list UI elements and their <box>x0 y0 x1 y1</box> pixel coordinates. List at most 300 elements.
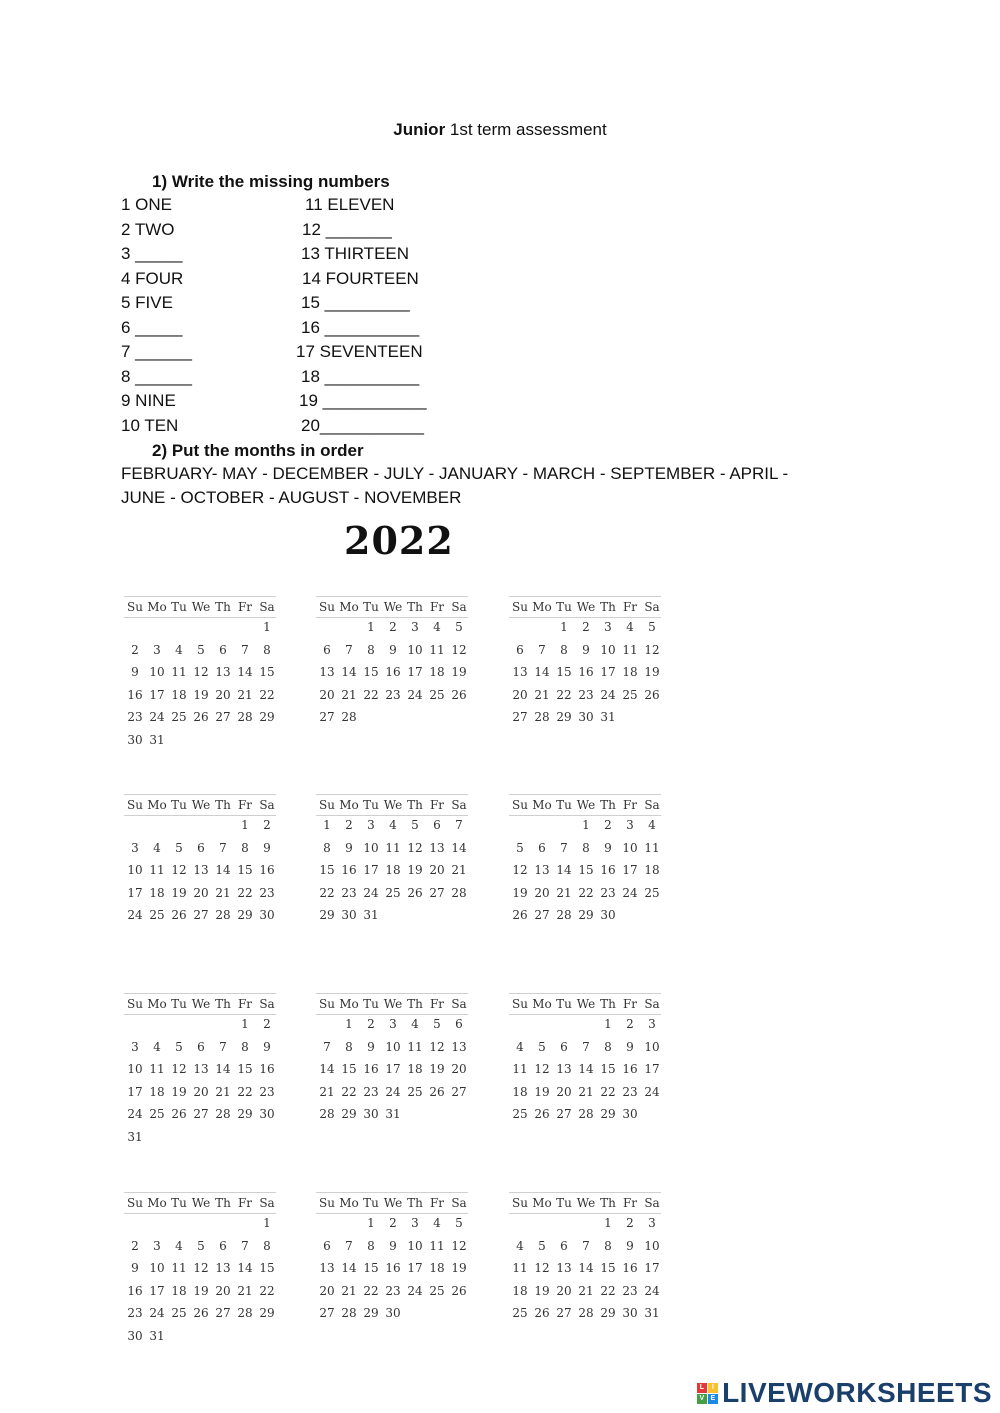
weekday-label: Tu <box>556 600 572 614</box>
day-cell: 17 <box>149 1283 165 1298</box>
day-cell: 7 <box>345 1238 353 1253</box>
day-cell: 25 <box>429 1283 445 1298</box>
day-cell: 19 <box>407 863 423 878</box>
month-calendar <box>316 596 468 776</box>
day-cell: 12 <box>451 1238 467 1253</box>
day-cell: 18 <box>622 665 638 680</box>
weekday-label: Th <box>600 997 616 1011</box>
weekday-label: Tu <box>363 600 379 614</box>
day-cell: 30 <box>622 1306 638 1321</box>
weekday-label: We <box>191 1196 211 1210</box>
day-cell: 18 <box>171 1283 187 1298</box>
weekday-label: Su <box>319 997 335 1011</box>
day-cell: 4 <box>433 1216 441 1230</box>
day-cell: 2 <box>604 818 612 832</box>
empty-cell <box>509 1017 531 1040</box>
day-cell: 17 <box>363 863 379 878</box>
day-cell: 1 <box>604 1017 612 1031</box>
day-cell: 24 <box>600 687 616 702</box>
logo-text: LIVEWORKSHEETS <box>722 1377 992 1408</box>
weekday-label: Mo <box>147 798 167 812</box>
day-cell: 24 <box>363 885 379 900</box>
day-cell: 5 <box>516 840 524 855</box>
empty-cell <box>124 1017 146 1040</box>
empty-cell <box>146 1216 168 1239</box>
day-cell: 25 <box>171 710 187 725</box>
day-cell: 6 <box>516 642 524 657</box>
weekday-label: We <box>383 1196 403 1210</box>
day-cell: 13 <box>319 665 335 680</box>
weekday-header <box>124 993 276 1015</box>
page-title <box>0 120 1000 140</box>
weekday-label: Sa <box>451 798 467 812</box>
weekday-label: Th <box>215 1196 231 1210</box>
day-cell: 21 <box>215 1084 231 1099</box>
day-cell: 9 <box>626 1039 634 1054</box>
day-cell: 25 <box>512 1107 528 1122</box>
weekday-label: Fr <box>429 600 445 614</box>
day-cell: 19 <box>644 665 660 680</box>
weekday-label: Fr <box>237 798 253 812</box>
day-cell: 22 <box>363 1283 379 1298</box>
day-cell: 2 <box>131 642 139 657</box>
day-grid <box>124 1017 276 1153</box>
day-cell: 27 <box>512 710 528 725</box>
empty-cell <box>146 620 168 643</box>
month-calendar <box>509 993 661 1173</box>
day-cell: 15 <box>237 863 253 878</box>
month-calendar <box>124 794 276 974</box>
weekday-label: Fr <box>622 1196 638 1210</box>
day-cell: 28 <box>237 1306 253 1321</box>
weekday-label: Fr <box>429 798 445 812</box>
day-cell: 17 <box>644 1062 660 1077</box>
day-cell: 16 <box>600 863 616 878</box>
number-line-10: 10 TEN <box>121 415 179 435</box>
logo-mark-tile: L <box>697 1383 707 1393</box>
weekday-label: Fr <box>237 600 253 614</box>
day-cell: 2 <box>626 1216 634 1230</box>
month-calendar <box>124 596 276 776</box>
day-cell: 4 <box>389 818 397 832</box>
weekday-label: Su <box>127 997 143 1011</box>
day-cell: 26 <box>171 908 187 923</box>
day-cell: 18 <box>407 1062 423 1077</box>
day-cell: 16 <box>127 1283 143 1298</box>
day-cell: 20 <box>193 1084 209 1099</box>
day-cell: 4 <box>626 620 634 634</box>
day-cell: 14 <box>578 1062 594 1077</box>
day-cell: 24 <box>127 908 143 923</box>
day-cell: 17 <box>127 1084 143 1099</box>
day-cell: 26 <box>644 687 660 702</box>
day-cell: 9 <box>345 840 353 855</box>
day-cell: 9 <box>131 1261 139 1276</box>
day-cell: 6 <box>560 1238 568 1253</box>
day-cell: 12 <box>407 840 423 855</box>
weekday-label: Fr <box>429 997 445 1011</box>
empty-cell <box>316 1017 338 1040</box>
weekday-label: Su <box>512 600 528 614</box>
day-cell: 18 <box>429 1261 445 1276</box>
day-cell: 5 <box>433 1017 441 1031</box>
empty-cell <box>124 1216 146 1239</box>
number-line-6: 16 __________ <box>301 317 420 337</box>
day-cell: 20 <box>319 1283 335 1298</box>
empty-cell <box>316 620 338 643</box>
day-cell: 18 <box>171 687 187 702</box>
weekday-label: Su <box>512 1196 528 1210</box>
weekday-label: Tu <box>556 798 572 812</box>
number-line-7: 7 ______ <box>121 342 192 361</box>
weekday-label: Sa <box>451 1196 467 1210</box>
month-calendar <box>316 794 468 974</box>
day-cell: 10 <box>600 642 616 657</box>
day-cell: 22 <box>600 1283 616 1298</box>
day-cell: 31 <box>644 1306 660 1321</box>
day-cell: 12 <box>512 863 528 878</box>
day-cell: 12 <box>534 1261 550 1276</box>
weekday-header <box>124 596 276 618</box>
day-cell: 23 <box>600 885 616 900</box>
day-cell: 5 <box>455 1216 463 1230</box>
number-line-6: 6 _____ <box>121 317 183 337</box>
day-cell: 26 <box>171 1107 187 1122</box>
day-cell: 18 <box>644 863 660 878</box>
day-cell: 28 <box>578 1107 594 1122</box>
day-cell: 24 <box>407 687 423 702</box>
weekday-header <box>316 596 468 618</box>
weekday-label: Su <box>127 798 143 812</box>
day-cell: 3 <box>131 840 139 855</box>
weekday-label: Fr <box>622 798 638 812</box>
day-cell: 5 <box>538 1039 546 1054</box>
number-line-3: 13 THIRTEEN <box>301 244 410 263</box>
day-cell: 29 <box>600 1107 616 1122</box>
weekday-label: We <box>576 600 596 614</box>
day-cell: 6 <box>219 1238 227 1253</box>
day-cell: 3 <box>131 1039 139 1054</box>
day-cell: 10 <box>363 840 379 855</box>
number-line-5: 5 FIVE <box>121 293 173 312</box>
weekday-label: Tu <box>363 1196 379 1210</box>
weekday-label: Mo <box>339 1196 359 1210</box>
day-grid <box>509 620 661 733</box>
day-cell: 8 <box>345 1039 353 1054</box>
month-calendar <box>509 1192 661 1372</box>
day-cell: 6 <box>197 840 205 855</box>
weekday-label: Mo <box>339 600 359 614</box>
day-cell: 13 <box>556 1261 572 1276</box>
weekday-label: We <box>576 997 596 1011</box>
weekday-label: Th <box>407 798 423 812</box>
weekday-label: Tu <box>363 997 379 1011</box>
day-cell: 27 <box>429 885 445 900</box>
day-cell: 20 <box>451 1062 467 1077</box>
weekday-label: Th <box>600 798 616 812</box>
empty-cell <box>509 818 531 841</box>
day-cell: 4 <box>175 642 183 657</box>
day-cell: 26 <box>193 710 209 725</box>
day-cell: 16 <box>363 1062 379 1077</box>
number-line-7: 17 SEVENTEEN <box>296 342 423 361</box>
day-cell: 10 <box>149 1261 165 1276</box>
logo-mark-tile: E <box>708 1394 718 1404</box>
day-cell: 26 <box>407 885 423 900</box>
day-cell: 21 <box>319 1084 335 1099</box>
day-cell: 5 <box>197 1238 205 1253</box>
day-cell: 8 <box>263 642 271 657</box>
day-cell: 16 <box>578 665 594 680</box>
number-line-1: 11 ELEVEN <box>305 195 395 214</box>
day-cell: 9 <box>582 642 590 657</box>
day-cell: 15 <box>578 863 594 878</box>
day-cell: 28 <box>237 710 253 725</box>
empty-cell <box>531 1017 553 1040</box>
day-cell: 9 <box>263 1039 271 1054</box>
day-cell: 14 <box>341 665 357 680</box>
day-cell: 14 <box>237 665 253 680</box>
weekday-label: Tu <box>171 997 187 1011</box>
day-cell: 1 <box>367 1216 375 1230</box>
weekday-label: Su <box>127 1196 143 1210</box>
day-cell: 20 <box>556 1084 572 1099</box>
day-cell: 19 <box>171 1084 187 1099</box>
day-cell: 1 <box>604 1216 612 1230</box>
day-cell: 25 <box>512 1306 528 1321</box>
day-cell: 29 <box>237 1107 253 1122</box>
day-cell: 3 <box>389 1017 397 1031</box>
day-grid <box>124 818 276 931</box>
day-cell: 15 <box>237 1062 253 1077</box>
day-cell: 1 <box>241 1017 249 1031</box>
day-cell: 30 <box>259 908 275 923</box>
day-cell: 29 <box>363 1306 379 1321</box>
weekday-label: Fr <box>237 997 253 1011</box>
day-cell: 7 <box>538 642 546 657</box>
day-cell: 23 <box>259 1084 275 1099</box>
empty-cell <box>190 1216 212 1239</box>
day-cell: 3 <box>153 642 161 657</box>
weekday-header <box>316 1192 468 1214</box>
day-cell: 17 <box>149 687 165 702</box>
day-cell: 30 <box>363 1107 379 1122</box>
day-cell: 7 <box>219 840 227 855</box>
day-cell: 3 <box>411 620 419 634</box>
empty-cell <box>168 620 190 643</box>
day-cell: 28 <box>341 1306 357 1321</box>
day-cell: 5 <box>538 1238 546 1253</box>
day-cell: 25 <box>622 687 638 702</box>
weekday-label: We <box>191 798 211 812</box>
day-cell: 22 <box>600 1084 616 1099</box>
weekday-label: Sa <box>259 997 275 1011</box>
weekday-label: Mo <box>532 798 552 812</box>
day-cell: 8 <box>241 1039 249 1054</box>
day-cell: 10 <box>644 1039 660 1054</box>
day-cell: 24 <box>385 1084 401 1099</box>
day-cell: 20 <box>215 1283 231 1298</box>
empty-cell <box>553 818 575 841</box>
day-cell: 24 <box>149 710 165 725</box>
day-cell: 30 <box>578 710 594 725</box>
day-cell: 13 <box>534 863 550 878</box>
weekday-label: Mo <box>147 600 167 614</box>
logo-mark-tile: V <box>697 1394 707 1404</box>
day-cell: 10 <box>622 840 638 855</box>
day-cell: 11 <box>149 1062 165 1077</box>
day-grid <box>316 1017 468 1130</box>
day-cell: 1 <box>345 1017 353 1031</box>
day-cell: 18 <box>429 665 445 680</box>
day-cell: 17 <box>407 1261 423 1276</box>
day-cell: 17 <box>622 863 638 878</box>
day-cell: 19 <box>534 1084 550 1099</box>
day-cell: 15 <box>259 1261 275 1276</box>
day-cell: 26 <box>429 1084 445 1099</box>
liveworksheets-logo <box>697 1377 992 1409</box>
day-cell: 14 <box>215 863 231 878</box>
weekday-label: Su <box>319 600 335 614</box>
day-cell: 28 <box>534 710 550 725</box>
day-cell: 19 <box>451 1261 467 1276</box>
day-cell: 23 <box>385 1283 401 1298</box>
weekday-label: Mo <box>147 997 167 1011</box>
day-cell: 7 <box>241 1238 249 1253</box>
day-cell: 10 <box>127 1062 143 1077</box>
day-cell: 1 <box>241 818 249 832</box>
day-cell: 15 <box>363 1261 379 1276</box>
weekday-label: Fr <box>429 1196 445 1210</box>
empty-cell <box>234 1216 256 1239</box>
day-cell: 8 <box>560 642 568 657</box>
day-cell: 3 <box>648 1017 656 1031</box>
day-cell: 13 <box>451 1039 467 1054</box>
weekday-label: Th <box>215 997 231 1011</box>
day-cell: 23 <box>385 687 401 702</box>
day-cell: 8 <box>582 840 590 855</box>
day-cell: 1 <box>263 1216 271 1230</box>
number-line-9: 9 NINE <box>121 391 176 410</box>
day-cell: 16 <box>259 863 275 878</box>
weekday-header <box>124 1192 276 1214</box>
day-cell: 21 <box>237 687 253 702</box>
day-cell: 8 <box>367 642 375 657</box>
day-cell: 6 <box>538 840 546 855</box>
day-cell: 4 <box>516 1039 524 1054</box>
month-calendar <box>124 1192 276 1372</box>
day-cell: 19 <box>534 1283 550 1298</box>
month-calendar <box>316 993 468 1173</box>
empty-cell <box>531 620 553 643</box>
day-cell: 15 <box>556 665 572 680</box>
weekday-header <box>509 794 661 816</box>
day-cell: 12 <box>644 642 660 657</box>
day-cell: 10 <box>385 1039 401 1054</box>
section1-heading: 1) Write the missing numbers <box>152 172 390 191</box>
weekday-label: Mo <box>339 997 359 1011</box>
day-cell: 30 <box>622 1107 638 1122</box>
day-cell: 11 <box>622 642 638 657</box>
day-cell: 13 <box>193 863 209 878</box>
day-cell: 12 <box>451 642 467 657</box>
day-cell: 20 <box>534 885 550 900</box>
day-cell: 5 <box>411 818 419 832</box>
day-cell: 7 <box>241 642 249 657</box>
day-cell: 2 <box>345 818 353 832</box>
day-cell: 22 <box>556 687 572 702</box>
number-line-4: 4 FOUR <box>121 268 184 288</box>
number-line-10: 20___________ <box>301 415 424 435</box>
day-cell: 25 <box>429 687 445 702</box>
day-cell: 8 <box>604 1238 612 1253</box>
weekday-label: Sa <box>259 600 275 614</box>
day-cell: 2 <box>367 1017 375 1031</box>
empty-cell <box>190 620 212 643</box>
day-cell: 12 <box>193 1261 209 1276</box>
day-cell: 19 <box>512 885 528 900</box>
day-cell: 25 <box>644 885 660 900</box>
day-cell: 27 <box>193 908 209 923</box>
day-cell: 23 <box>341 885 357 900</box>
day-cell: 9 <box>626 1238 634 1253</box>
day-cell: 6 <box>219 642 227 657</box>
weekday-label: Sa <box>259 1196 275 1210</box>
day-cell: 7 <box>455 818 463 832</box>
day-cell: 7 <box>582 1238 590 1253</box>
day-cell: 31 <box>600 710 616 725</box>
month-calendar <box>316 1192 468 1372</box>
weekday-label: Tu <box>363 798 379 812</box>
day-cell: 25 <box>407 1084 423 1099</box>
day-cell: 17 <box>644 1261 660 1276</box>
day-cell: 4 <box>648 818 656 832</box>
day-cell: 9 <box>389 1238 397 1253</box>
day-cell: 20 <box>512 687 528 702</box>
day-cell: 2 <box>626 1017 634 1031</box>
empty-cell <box>316 1216 338 1239</box>
day-cell: 20 <box>556 1283 572 1298</box>
day-cell: 16 <box>341 863 357 878</box>
day-cell: 1 <box>582 818 590 832</box>
day-cell: 6 <box>323 642 331 657</box>
day-cell: 9 <box>263 840 271 855</box>
day-cell: 27 <box>556 1107 572 1122</box>
day-cell: 2 <box>389 1216 397 1230</box>
empty-cell <box>190 818 212 841</box>
day-cell: 15 <box>319 863 335 878</box>
day-cell: 13 <box>429 840 445 855</box>
day-cell: 27 <box>215 710 231 725</box>
day-cell: 27 <box>215 1306 231 1321</box>
day-cell: 5 <box>197 642 205 657</box>
day-cell: 31 <box>127 1129 143 1144</box>
day-cell: 16 <box>385 665 401 680</box>
day-cell: 15 <box>600 1062 616 1077</box>
empty-cell <box>168 818 190 841</box>
day-grid <box>316 818 468 931</box>
day-cell: 16 <box>622 1261 638 1276</box>
day-cell: 26 <box>534 1107 550 1122</box>
day-cell: 3 <box>367 818 375 832</box>
day-cell: 26 <box>451 687 467 702</box>
day-cell: 21 <box>534 687 550 702</box>
weekday-label: Th <box>215 798 231 812</box>
day-cell: 11 <box>407 1039 423 1054</box>
day-cell: 23 <box>578 687 594 702</box>
day-cell: 16 <box>385 1261 401 1276</box>
weekday-label: Th <box>407 1196 423 1210</box>
